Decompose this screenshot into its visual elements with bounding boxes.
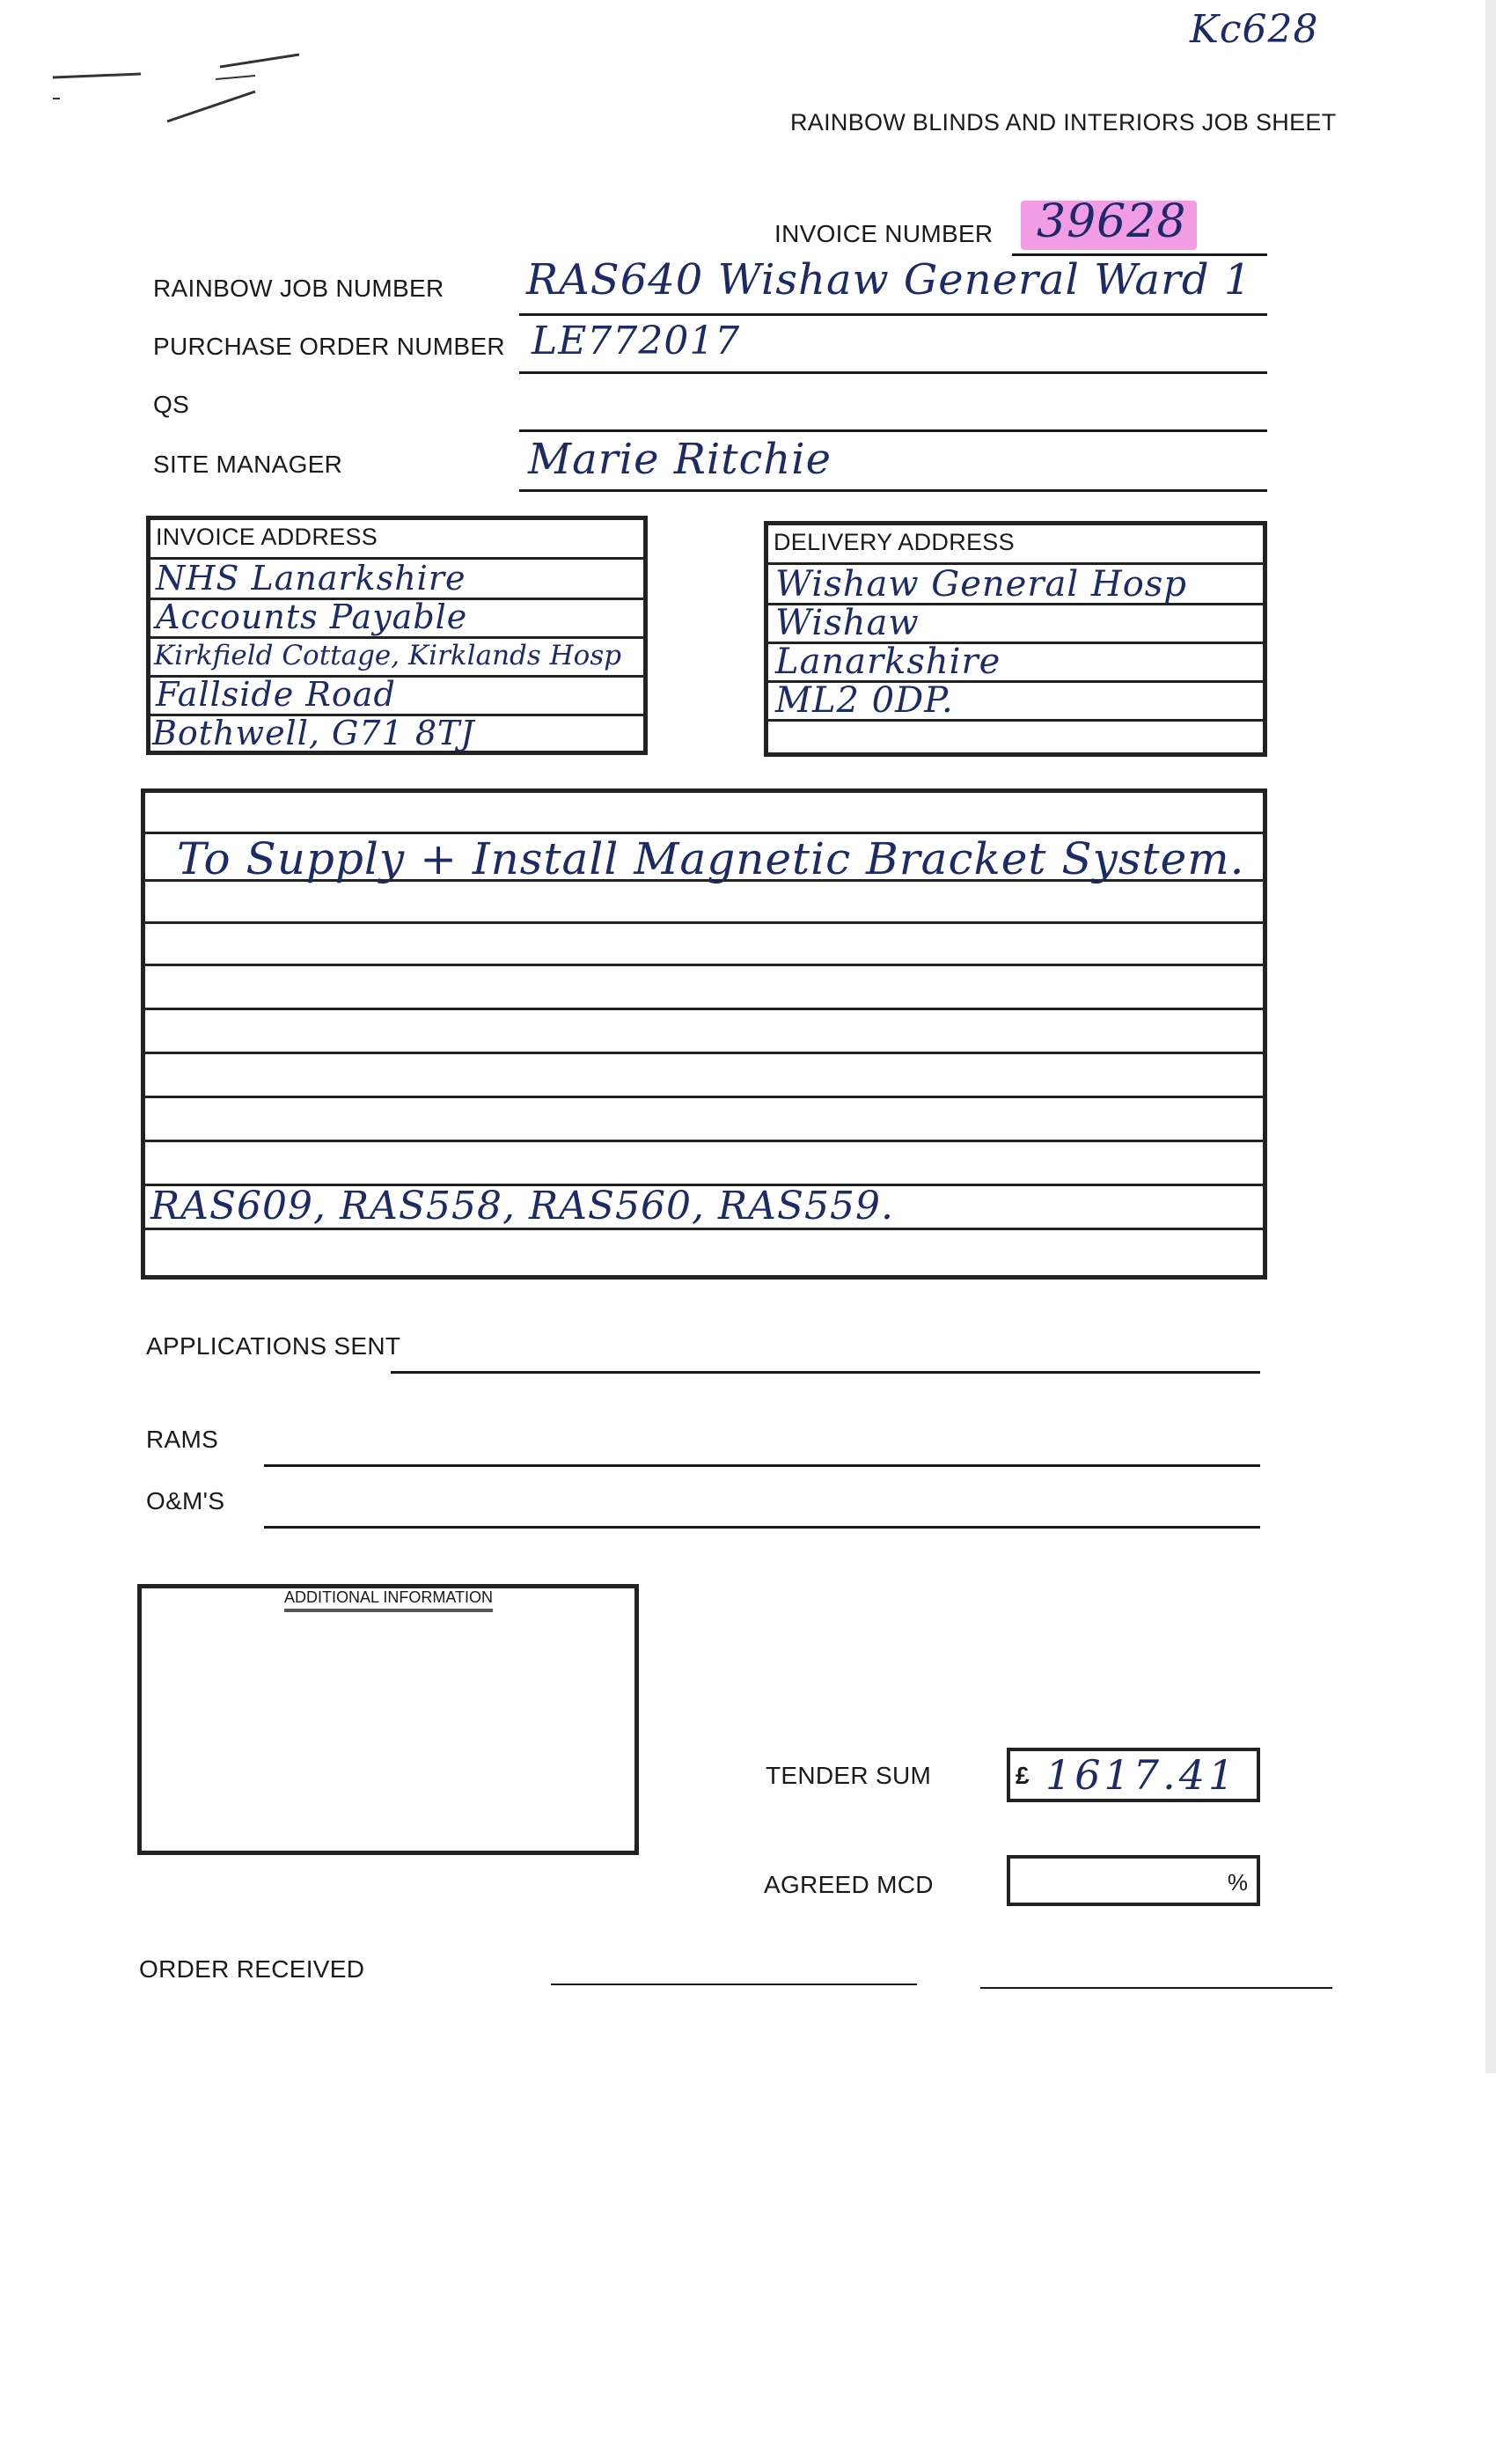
oms-line	[264, 1526, 1260, 1529]
agreed-mcd-label: AGREED MCD	[764, 1871, 934, 1898]
delivery-address-line[interactable]: Wishaw General Hosp	[775, 564, 1187, 605]
oms-label: O&M'S	[146, 1487, 225, 1514]
invoice-address-line[interactable]: Accounts Payable	[156, 598, 468, 636]
agreed-mcd-box[interactable]	[1007, 1855, 1260, 1906]
tender-sum-box[interactable]	[1007, 1748, 1260, 1802]
corner-reference: Kc628	[1190, 7, 1319, 52]
po-number-value[interactable]: LE772017	[532, 319, 741, 363]
po-number-line	[519, 371, 1267, 374]
invoice-address-line[interactable]: Fallside Road	[156, 675, 396, 714]
qs-line	[519, 429, 1267, 432]
order-received-line-1[interactable]	[551, 1984, 917, 1985]
delivery-address-line[interactable]: Wishaw	[775, 603, 920, 643]
order-received-line-2[interactable]	[980, 1987, 1332, 1989]
job-number-label: RAINBOW JOB NUMBER	[153, 275, 444, 302]
currency-symbol: £	[1016, 1762, 1030, 1789]
qs-label: QS	[153, 391, 190, 418]
additional-information-label: ADDITIONAL INFORMATION	[284, 1588, 493, 1612]
delivery-address-line[interactable]: Lanarkshire	[775, 642, 1001, 682]
rams-label: RAMS	[146, 1426, 219, 1453]
related-job-refs[interactable]: RAS609, RAS558, RAS560, RAS559.	[150, 1184, 895, 1228]
percent-symbol: %	[1227, 1869, 1248, 1896]
tender-sum-label: TENDER SUM	[766, 1762, 932, 1789]
invoice-address-line[interactable]: NHS Lanarkshire	[156, 559, 466, 598]
delivery-address-box	[764, 521, 1267, 757]
job-number-line	[519, 313, 1267, 316]
applications-sent-line	[391, 1371, 1260, 1374]
delivery-address-heading: DELIVERY ADDRESS	[774, 529, 1015, 555]
invoice-address-heading: INVOICE ADDRESS	[156, 524, 378, 550]
pen-scribble-marks	[35, 44, 317, 150]
po-number-label: PURCHASE ORDER NUMBER	[153, 333, 505, 360]
description-line[interactable]: To Supply + Install Magnetic Bracket System.	[177, 833, 1245, 884]
invoice-address-line[interactable]: Kirkfield Cottage, Kirklands Hosp	[154, 640, 622, 671]
rams-line	[264, 1464, 1260, 1467]
invoice-number-label: INVOICE NUMBER	[774, 220, 994, 247]
applications-sent-label: APPLICATIONS SENT	[146, 1332, 401, 1360]
delivery-address-line[interactable]: ML2 0DP.	[775, 680, 954, 721]
site-manager-value[interactable]: Marie Ritchie	[528, 435, 832, 484]
job-number-value[interactable]: RAS640 Wishaw General Ward 1	[526, 255, 1252, 304]
invoice-address-box	[146, 516, 648, 755]
site-manager-label: SITE MANAGER	[153, 451, 343, 478]
page-title: RAINBOW BLINDS AND INTERIORS JOB SHEET	[790, 109, 1337, 136]
invoice-address-line[interactable]: Bothwell, G71 8TJ	[152, 714, 475, 752]
description-box	[141, 788, 1267, 1280]
tender-sum-value[interactable]: 1617.41	[1045, 1751, 1238, 1799]
invoice-number-value[interactable]: 39628	[1037, 195, 1187, 248]
site-manager-line	[519, 489, 1267, 492]
additional-information-box[interactable]	[137, 1584, 639, 1855]
order-received-label: ORDER RECEIVED	[139, 1955, 365, 1983]
